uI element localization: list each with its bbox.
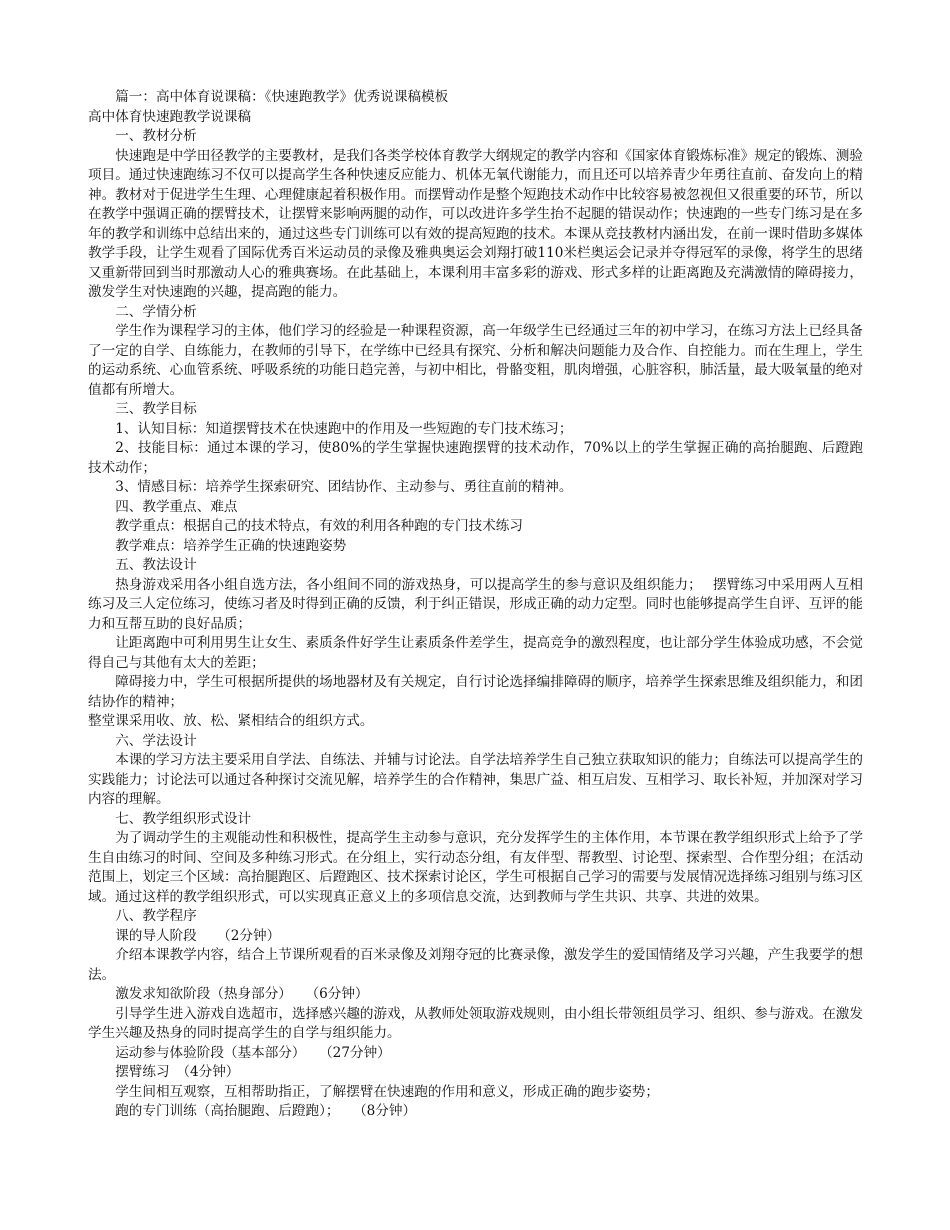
section-heading-teaching-goals: 三、教学目标 (115, 401, 197, 417)
document-page (88, 88, 863, 1122)
paragraph-textbook-analysis: 快速跑是中学田径教学的主要教材，是我们各类学校体育教学大纲规定的教学内容和《国家体育锻炼标准》规定的锻炼、测验项目。通过快速跑练习不仅可以提高学生各种快速反应能力、机体无氧代谢能力，而且还可以培养青少年勇往直前、奋发向上的精神。教材对于促进学生生理、心理健康起着积极作用。而摆臂动作是整个短跑技术动作中比较容易被忽视但又很重要的环节，所以在教学中强调正确的摆臂技术，让摆臂来影响两腿的动作，可以改进许多学生抬不起腿的错误动作；快速跑的一些专门练习是在多年的教学和训练中总结出来的，通过这些专门训练可以有效的提高短跑的技术。本课从竞技教材内涵出发，在前一课时借助多媒体教学手段，让学生观看了国际优秀百米运动员的录像及雅典奥运会刘翔打破110米栏奥运会记录并夺得冠军的录像，将学生的思绪又重新带回到当时那激动人心的雅典赛场。在此基础上，本课利用丰富多彩的游戏、形式多样的让距离跑及充满激情的障碍接力，激发学生对快速跑的兴趣，提高跑的能力。 (88, 147, 863, 300)
document-header: 篇一：高中体育说课稿：《快速跑教学》优秀说课稿模板 (115, 89, 449, 105)
stage-basic-part: 运动参与体验阶段（基本部分） （27分钟） (115, 1044, 391, 1061)
teaching-key-point: 教学重点：根据自己的技术特点，有效的利用各种跑的专门技术练习 (115, 518, 523, 534)
paragraph-method-handicap-run: 让距离跑中可利用男生让女生、素质条件好学生让素质条件差学生，提高竞争的激烈程度，也让部分学生体验成功感，不会觉得自己与其他有太大的差距； (88, 635, 863, 671)
paragraph-stage-warmup: 引导学生进入游戏自选超市，选择感兴趣的游戏，从教师处领取游戏规则，由小组长带领组员学习、组织、参与游戏。在激发学生兴趣及热身的同时提高学生的自学与组织能力。 (88, 1005, 863, 1041)
paragraph-stage-introduction: 介绍本课教学内容，结合上节课所观看的百米录像及刘翔夺冠的比赛录像，激发学生的爱国情绪及学习兴趣，产生我要学的想法。 (88, 947, 863, 983)
paragraph-student-analysis: 学生作为课程学习的主体，他们学习的经验是一种课程资源，高一年级学生已经通过三年的初中学习，在练习方法上已经具备了一定的自学、自练能力，在教师的引导下，在学练中已经具有探究、分析和解决问题能力及合作、自控能力。而在生理上，学生的运动系统、心血管系统、呼吸系统的功能日趋完善，与初中相比，骨骼变粗，肌肉增强，心脏容积，肺活量，最大吸氧量的绝对值都有所增大。 (88, 323, 863, 398)
paragraph-method-warmup: 热身游戏采用各小组自选方法，各小组间不同的游戏热身，可以提高学生的参与意识及组织能力； 摆臂练习中采用两人互相练习及三人定位练习，使练习者及时得到正确的反馈，利于纠正错误，形成正确的动力定型。同时也能够提高学生自评、互评的能力和互帮互助的良好品质； (88, 576, 863, 632)
paragraph-arm-swing: 学生间相互观察，互相帮助指正，了解摆臂在快速跑的作用和意义，形成正确的跑步姿势； (115, 1083, 659, 1100)
section-heading-method-design: 五、教法设计 (115, 557, 197, 573)
section-heading-teaching-procedure: 八、教学程序 (115, 908, 197, 924)
paragraph-organization-design: 为了调动学生的主观能动性和积极性，提高学生主动参与意识，充分发挥学生的主体作用，本节课在教学组织形式上给予了学生自由练习的时间、空间及多种练习形式。在分组上，实行动态分组，有友伴型、帮教型、讨论型、探索型、合作型分组；在活动范围上，划定三个区域：高抬腿跑区、后蹬跑区、技术探索讨论区，学生可根据自己学习的需要与发展情况选择练习组别与练习区域。通过这样的教学组织形式，可以实现真正意义上的多项信息交流，达到教师与学生共识、共享、共进的效果。 (88, 830, 863, 905)
section-heading-textbook-analysis: 一、教材分析 (115, 128, 197, 144)
section-heading-learning-method: 六、学法设计 (115, 732, 197, 749)
section-heading-student-analysis: 二、学情分析 (115, 303, 197, 320)
goal-cognitive: 1、认知目标：知道摆臂技术在快速跑中的作用及一些短跑的专门技术练习； (115, 420, 573, 437)
stage-introduction: 课的导人阶段 （2分钟） (115, 927, 281, 944)
document-title: 高中体育快速跑教学说课稿 (88, 108, 252, 125)
goal-emotional: 3、情感目标：培养学生探索研究、团结协作、主动参与、勇往直前的精神。 (115, 479, 573, 495)
section-heading-organization-design: 七、教学组织形式设计 (115, 810, 252, 827)
stage-warmup: 激发求知欲阶段（热身部分） （6分钟） (115, 986, 369, 1002)
section-heading-key-points: 四、教学重点、难点 (115, 498, 238, 515)
step-arm-swing: 摆臂练习 （4分钟） (115, 1064, 240, 1080)
teaching-difficulty: 教学难点：培养学生正确的快速跑姿势 (115, 537, 347, 554)
paragraph-method-organization: 整堂课采用收、放、松、紧相结合的组织方式。 (88, 713, 374, 729)
goal-skill: 2、技能目标：通过本课的学习，使80%的学生掌握快速跑摆臂的技术动作，70%以上的学生掌握正确的高抬腿跑、后蹬跑技术动作； (88, 440, 863, 476)
paragraph-method-obstacle-relay: 障碍接力中，学生可根据所提供的场地器材及有关规定，自行讨论选择编排障碍的顺序，培养学生探索思维及组织能力，和团结协作的精神； (88, 674, 863, 710)
paragraph-learning-method: 本课的学习方法主要采用自学法、自练法、并辅与讨论法。自学法培养学生自己独立获取知识的能力；自练法可以提高学生的实践能力；讨论法可以通过各种探讨交流见解，培养学生的合作精神，集思广益、相互启发、互相学习、取长补短，并加深对学习内容的理解。 (88, 752, 863, 807)
step-special-training: 跑的专门训练（高抬腿跑、后蹬跑）； （8分钟） (115, 1103, 417, 1119)
